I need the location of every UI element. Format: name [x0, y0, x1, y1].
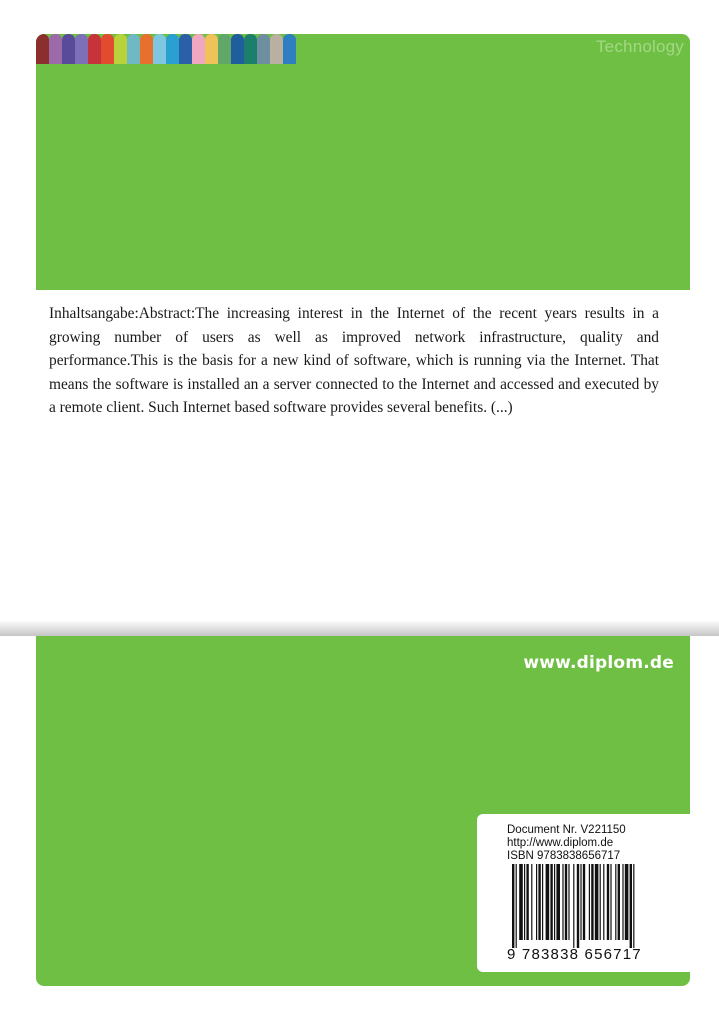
barcode-bar: [580, 864, 581, 940]
barcode-digits: 9 783838 656717: [507, 946, 642, 963]
barcode-bar: [550, 864, 552, 940]
barcode-bar: [618, 864, 620, 940]
barcode-bar: [600, 864, 601, 940]
barcode-bar: [595, 864, 599, 940]
barcode-icon: [512, 864, 672, 948]
color-tab: [101, 34, 114, 64]
barcode-bar: [554, 864, 555, 940]
color-tab: [179, 34, 192, 64]
document-number: Document Nr. V221150: [507, 824, 626, 836]
color-tab: [62, 34, 75, 64]
color-tab: [192, 34, 205, 64]
barcode-bar: [556, 864, 560, 940]
color-tab: [153, 34, 166, 64]
color-tab: [231, 34, 244, 64]
fold-shadow: [0, 620, 719, 636]
barcode-bar: [591, 864, 593, 940]
color-tab: [257, 34, 270, 64]
barcode-bar: [562, 864, 563, 940]
barcode-bar: [583, 864, 585, 940]
barcode-bar: [536, 864, 537, 940]
barcode-bar: [625, 864, 629, 940]
abstract-text: Inhaltsangabe:Abstract:The increasing interest in the Internet of the recent years results in a growing number of users as well as improved network infrastructure, quality and performance.This is the basis for a new kind of software, which is running via the Internet. That means the software is installed an a server connected to the Internet and accessed and executed by a remote client. Such Internet based software provides several benefits. (...): [49, 305, 659, 417]
barcode-bar: [603, 864, 604, 940]
barcode-bar: [610, 864, 611, 940]
barcode-bar: [630, 864, 632, 948]
color-tab: [114, 34, 127, 64]
isbn-number: ISBN 9783838656717: [507, 850, 621, 862]
color-tab: [205, 34, 218, 64]
document-url: http://www.diplom.de: [507, 837, 614, 849]
color-tab: [140, 34, 153, 64]
color-tab: [244, 34, 257, 64]
barcode-bar: [607, 864, 609, 940]
color-tab: [166, 34, 179, 64]
color-tab-strip: [36, 34, 296, 64]
barcode-bar: [546, 864, 550, 940]
color-tab: [75, 34, 88, 64]
top-green-panel: [36, 34, 690, 290]
color-tab: [270, 34, 283, 64]
color-tab: [36, 34, 49, 64]
barcode-bar: [622, 864, 623, 940]
barcode-bar: [542, 864, 543, 940]
color-tab: [218, 34, 231, 64]
barcode-bar: [516, 864, 517, 948]
color-tab: [49, 34, 62, 64]
barcode-bar: [568, 864, 569, 940]
color-tab: [283, 34, 296, 64]
barcode-bar: [589, 864, 590, 940]
barcode-bar: [565, 864, 567, 940]
isbn-info-box: [477, 814, 690, 972]
barcode-bar: [531, 864, 532, 940]
barcode-bar: [512, 864, 514, 948]
barcode-bar: [526, 864, 528, 940]
barcode-bar: [538, 864, 540, 940]
barcode-bar: [519, 864, 523, 940]
publisher-website: www.diplom.de: [523, 653, 674, 673]
category-label: Technology: [595, 37, 684, 56]
barcode-bar: [633, 864, 634, 948]
barcode-bar: [615, 864, 616, 940]
barcode-bar: [524, 864, 525, 940]
barcode-bar: [573, 864, 574, 948]
color-tab: [127, 34, 140, 64]
barcode-bar: [577, 864, 579, 948]
color-tab: [88, 34, 101, 64]
